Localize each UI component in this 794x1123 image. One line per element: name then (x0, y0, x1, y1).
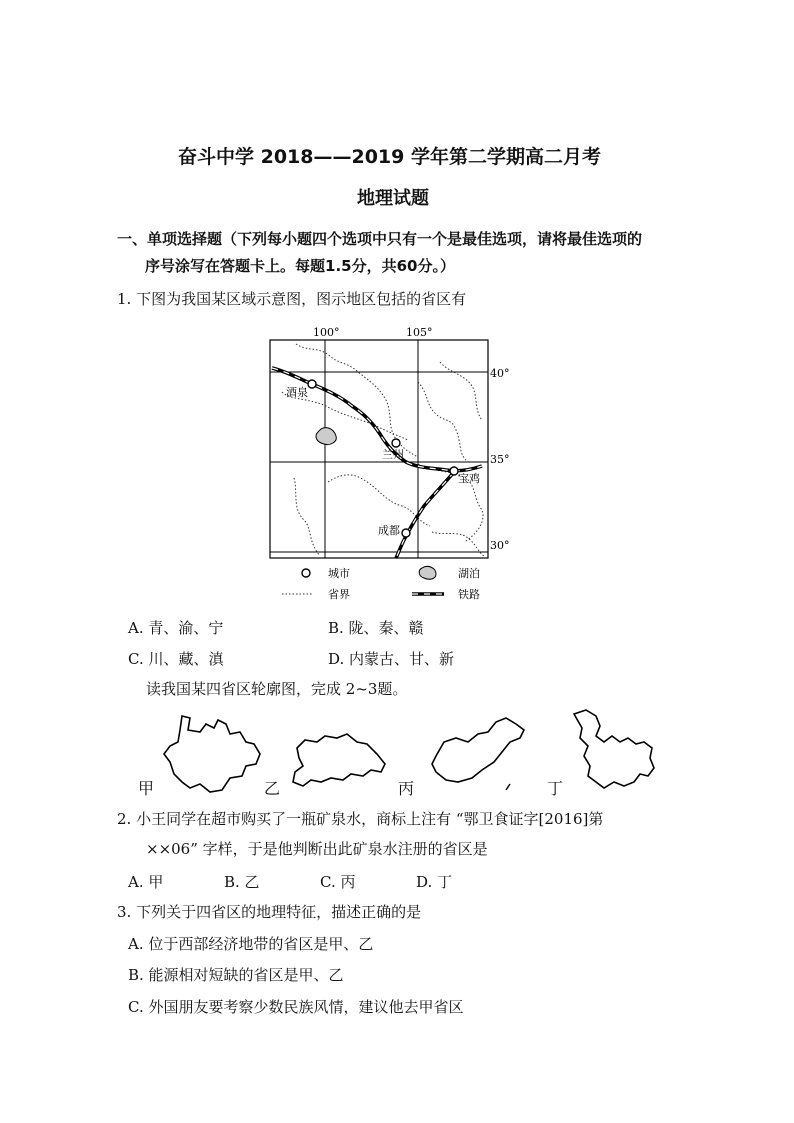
question-2-stem-line1: 2. 小王同学在超市购买了一瓶矿泉水，商标上注有 “鄂卫食证字[2016]第 (117, 810, 604, 828)
lat-label-35: 35° (490, 453, 510, 466)
section-heading-line1: 一、单项选择题（下列每小题四个选项中只有一个是最佳选项，请将最佳选项的 (117, 230, 643, 248)
q1-option-a[interactable]: A. 青、渝、宁 (128, 619, 224, 637)
city-label-lanzhou: 兰州 (382, 448, 404, 461)
lat-label-40: 40° (490, 367, 510, 380)
legend-railway-label: 铁路 (458, 588, 480, 601)
province-outline-jia (160, 712, 270, 802)
q1-option-c[interactable]: C. 川、藏、滇 (128, 650, 224, 668)
q3-option-c[interactable]: C. 外国朋友要考察少数民族风情，建议他去甲省区 (128, 998, 464, 1016)
q1-option-b[interactable]: B. 陇、秦、赣 (328, 619, 424, 637)
outline-label-ding: 丁 (547, 779, 564, 798)
city-label-chengdu: 成都 (378, 524, 400, 537)
city-marker-jiuquan (308, 380, 316, 388)
outline-label-jia: 甲 (138, 779, 155, 798)
province-outline-yi (285, 728, 395, 798)
exam-title: 奋斗中学 2018——2019 学年第二学期高二月考 (178, 146, 601, 168)
outline-label-yi: 乙 (264, 779, 281, 798)
legend-lake-symbol (419, 566, 436, 579)
q2-option-d[interactable]: D. 丁 (416, 873, 453, 891)
q3-option-a[interactable]: A. 位于西部经济地带的省区是甲、乙 (128, 935, 374, 953)
lon-label-105: 105° (406, 326, 433, 339)
legend-city-label: 城市 (328, 567, 350, 580)
q3-option-b[interactable]: B. 能源相对短缺的省区是甲、乙 (128, 966, 344, 984)
lake-shape (316, 428, 336, 445)
q2-option-b[interactable]: B. 乙 (224, 873, 260, 891)
city-label-baoji: 宝鸡 (458, 472, 480, 485)
city-marker-chengdu (402, 529, 410, 537)
legend-city-symbol (302, 569, 310, 577)
q2-option-c[interactable]: C. 丙 (320, 873, 356, 891)
city-label-jiuquan: 酒泉 (286, 386, 308, 399)
q1-option-d[interactable]: D. 内蒙古、甘、新 (328, 650, 455, 668)
question-2-stem-line2: ××06” 字样，于是他判断出此矿泉水注册的省区是 (146, 840, 488, 858)
lon-label-100: 100° (313, 326, 340, 339)
section-heading-line2: 序号涂写在答题卡上。每题1.5分，共60分。） (145, 257, 455, 275)
region-map (268, 322, 518, 612)
exam-subtitle: 地理试题 (357, 188, 429, 209)
legend-border-label: 省界 (328, 588, 350, 601)
city-marker-baoji (450, 467, 458, 475)
legend-lake-label: 湖泊 (458, 567, 480, 580)
question-3-stem: 3. 下列关于四省区的地理特征，描述正确的是 (117, 903, 422, 921)
province-outline-bing (422, 712, 537, 797)
lat-label-30: 30° (490, 539, 510, 552)
q2-option-a[interactable]: A. 甲 (128, 873, 164, 891)
province-outline-ding (566, 706, 661, 796)
city-marker-lanzhou (392, 439, 400, 447)
question-1-stem: 1. 下图为我国某区域示意图，图示地区包括的省区有 (117, 290, 467, 308)
outline-label-bing: 丙 (398, 779, 415, 798)
intro-questions-2-3: 读我国某四省区轮廓图，完成 2~3题。 (146, 680, 408, 698)
